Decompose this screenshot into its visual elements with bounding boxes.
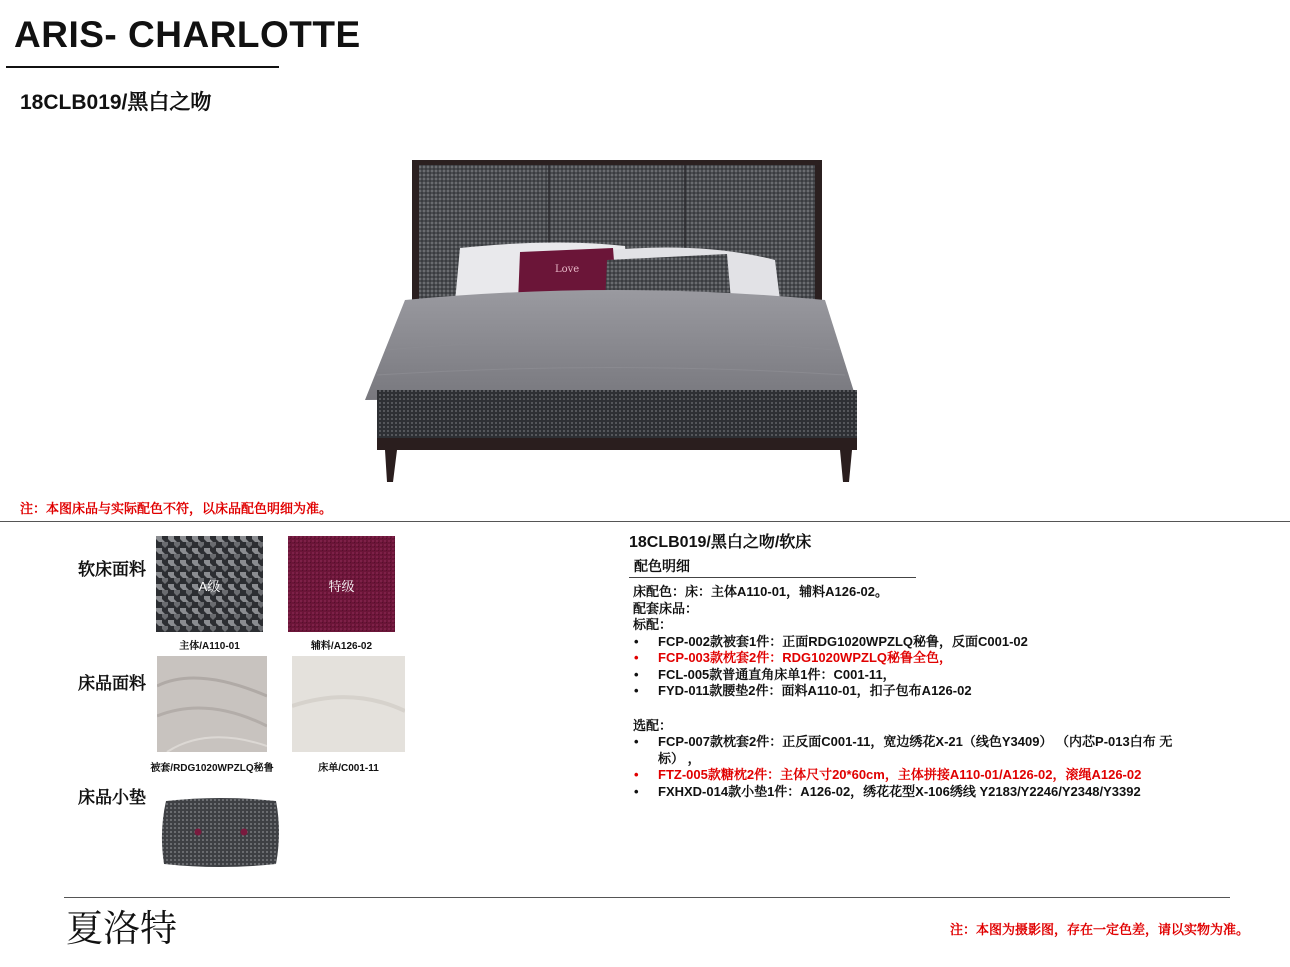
section-divider <box>0 521 1290 522</box>
swatch-caption: 床单/C001-11 <box>318 763 379 774</box>
list-item: • FYD-011款腰垫2件：面料A110-01，扣子包布A126-02 <box>633 683 1263 700</box>
swatch-sheet-fabric <box>292 656 405 752</box>
product-code-name: 18CLB019/黑白之吻 <box>20 91 212 114</box>
swatch-grade: 特级 <box>328 579 355 594</box>
bed-color-line: 床配色：床：主体A110-01，辅料A126-02。 <box>633 584 889 599</box>
off-white-swatch <box>292 656 405 752</box>
swatch-caption: 被套/RDG1020WPZLQ秘鲁 <box>150 763 274 774</box>
footer-divider <box>64 897 1230 898</box>
photo-color-note: 注：本图床品与实际配色不符，以床品配色明细为准。 <box>20 501 333 516</box>
footer-brand-name: 夏洛特 <box>66 907 177 950</box>
bed-base <box>377 390 857 440</box>
detail-subtitle: 配色明细 <box>634 558 690 574</box>
bedding-fabric-label: 床品面料 <box>78 674 146 693</box>
bed-fabric-label: 软床面料 <box>78 560 146 579</box>
list-item: • FTZ-005款糖枕2件：主体尺寸20*60cm，主体拼接A110-01/A126-02，滚绳A126-02 <box>633 767 1263 784</box>
swatch-accent-fabric <box>288 536 395 632</box>
svg-text:Love: Love <box>555 264 580 275</box>
swatch-duvet-fabric <box>157 656 267 752</box>
cushion-label: 床品小垫 <box>78 788 146 807</box>
duvet <box>365 290 855 400</box>
swatch-main-fabric <box>156 536 263 632</box>
list-item <box>633 734 1263 767</box>
swatch-caption: 辅料/A126-02 <box>310 641 373 652</box>
standard-heading: 标配： <box>633 617 673 632</box>
color-detail-body <box>633 584 1263 800</box>
bed-leg <box>840 450 852 482</box>
detail-subtitle-underline <box>629 577 916 578</box>
bedding-heading: 配套床品： <box>633 600 699 616</box>
swatch-caption: 主体/A110-01 <box>179 641 240 652</box>
bed-leg <box>385 450 397 482</box>
cushion-image <box>158 795 283 870</box>
list-item: • FCL-005款普通直角床单1件：C001-11， <box>633 667 1263 684</box>
list-item: • FCP-002款被套1件：正面RDG1020WPZLQ秘鲁，反面C001-02 <box>633 634 1263 651</box>
list-item-continuation: 标） ， <box>658 750 701 766</box>
footer-color-note: 注：本图为摄影图，存在一定色差，请以实物为准。 <box>950 922 1250 937</box>
detail-title: 18CLB019/黑白之吻/软床 <box>629 534 812 551</box>
standard-items-list <box>633 634 1263 700</box>
list-item-text: • FCP-007款枕套2件：正反面C001-11，宽边绣花X-21（线色Y3409） （内芯P-013白布 无 <box>658 734 1173 749</box>
swatch-grade: A级 <box>198 579 221 594</box>
optional-items-list <box>633 734 1263 800</box>
list-item: • FXHXD-014款小垫1件：A126-02，绣花花型X-106绣线 Y2183/Y2246/Y2348/Y3392 <box>633 784 1263 801</box>
bed-product-image <box>355 150 875 485</box>
list-item: • FCP-003款枕套2件：RDG1020WPZLQ秘鲁全色， <box>633 650 1263 667</box>
brand-title: ARIS- CHARLOTTE <box>14 14 361 55</box>
optional-heading: 选配： <box>633 717 673 733</box>
title-underline <box>6 66 279 68</box>
light-gray-swatch <box>157 656 267 752</box>
